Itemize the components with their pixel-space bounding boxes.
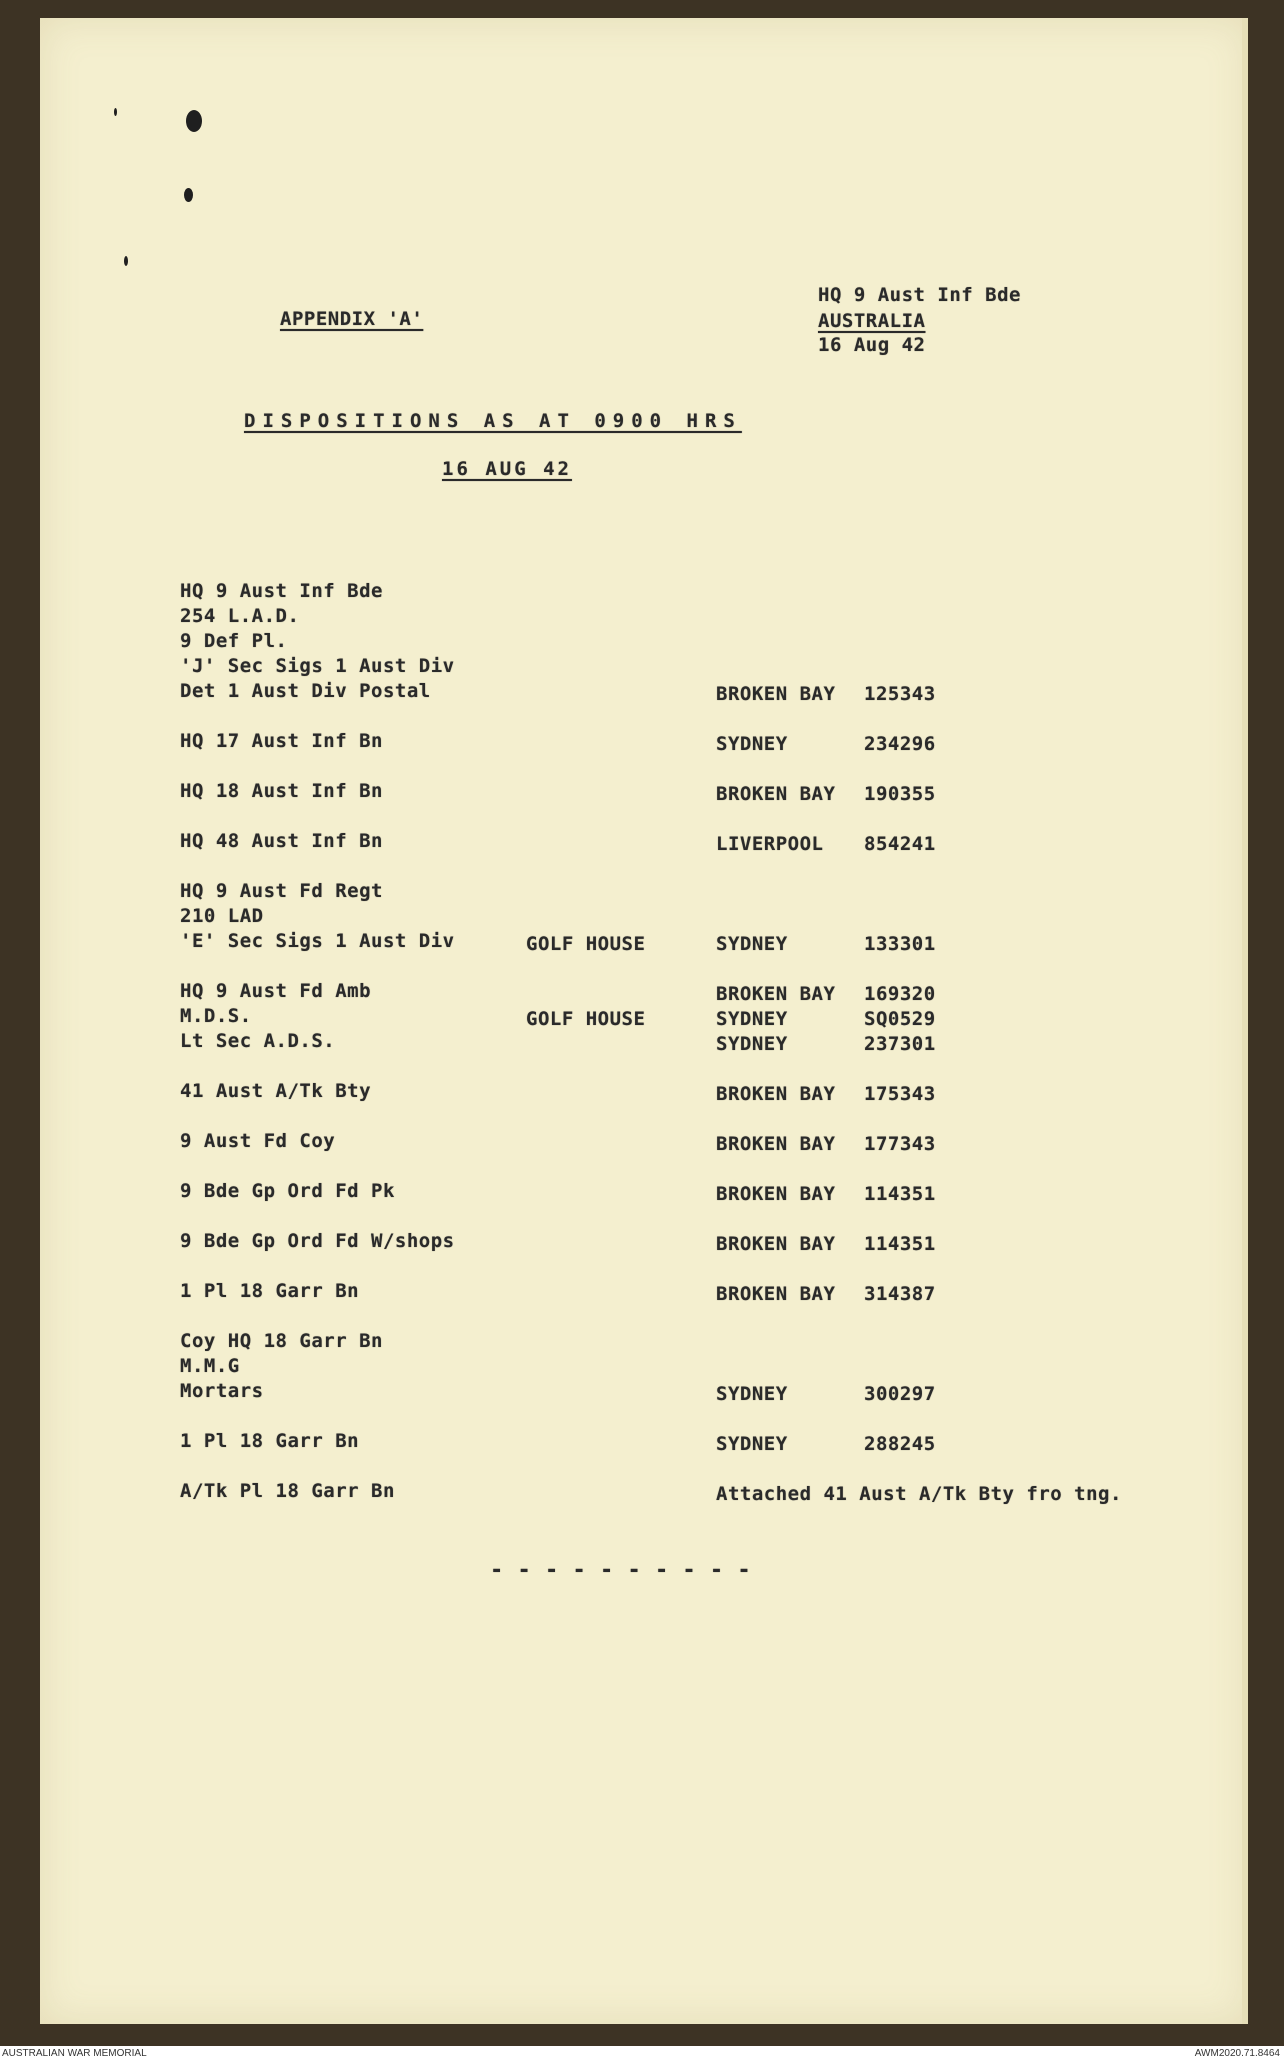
area-name: BROKEN BAY (716, 1233, 836, 1255)
unit-name: HQ 18 Aust Inf Bn (180, 780, 383, 802)
unit-name: A/Tk Pl 18 Garr Bn (180, 1480, 395, 1502)
paper-edge (1242, 18, 1248, 2024)
map-ref: 169320 (864, 983, 936, 1005)
ink-blot (186, 110, 202, 132)
map-ref: SQ0529 (864, 1008, 936, 1030)
unit-name: HQ 9 Aust Fd Regt (180, 880, 383, 902)
area-name: SYDNEY (716, 1433, 788, 1455)
place-name: GOLF HOUSE (526, 933, 646, 955)
area-name: Attached 41 Aust A/Tk Bty fro tng. (716, 1483, 1122, 1505)
map-ref: 177343 (864, 1133, 936, 1155)
unit-name: Lt Sec A.D.S. (180, 1030, 336, 1052)
area-name: LIVERPOOL (716, 833, 824, 855)
area-name: BROKEN BAY (716, 1083, 836, 1105)
area-name: BROKEN BAY (716, 1183, 836, 1205)
ink-mark (184, 188, 193, 202)
map-ref: 314387 (864, 1283, 936, 1305)
unit-name: 9 Bde Gp Ord Fd Pk (180, 1180, 395, 1202)
unit-name: Coy HQ 18 Garr Bn (180, 1330, 383, 1352)
unit-name: HQ 17 Aust Inf Bn (180, 730, 383, 752)
map-ref: 114351 (864, 1233, 936, 1255)
document-page (40, 18, 1248, 2024)
map-ref: 234296 (864, 733, 936, 755)
unit-name: HQ 9 Aust Inf Bde (180, 580, 383, 602)
area-name: SYDNEY (716, 1033, 788, 1055)
unit-name: 41 Aust A/Tk Bty (180, 1080, 372, 1102)
map-ref: 125343 (864, 683, 936, 705)
header-location: AUSTRALIA (818, 310, 926, 332)
map-ref: 854241 (864, 833, 936, 855)
unit-name: 1 Pl 18 Garr Bn (180, 1280, 360, 1302)
unit-name: 'E' Sec Sigs 1 Aust Div (180, 930, 455, 952)
unit-name: Det 1 Aust Div Postal (180, 680, 431, 702)
end-marker: - - - - - - - - - - (490, 1558, 752, 1583)
header-unit: HQ 9 Aust Inf Bde (818, 284, 1021, 306)
place-name: GOLF HOUSE (526, 1008, 646, 1030)
area-name: BROKEN BAY (716, 1133, 836, 1155)
unit-name: 1 Pl 18 Garr Bn (180, 1430, 360, 1452)
unit-name: M.D.S. (180, 1005, 252, 1027)
unit-name: 210 LAD (180, 905, 264, 927)
map-ref: 133301 (864, 933, 936, 955)
area-name: SYDNEY (716, 1008, 788, 1030)
header-date: 16 Aug 42 (818, 334, 926, 356)
appendix-heading: APPENDIX 'A' (280, 308, 424, 330)
unit-name: 9 Aust Fd Coy (180, 1130, 336, 1152)
page-title: DISPOSITIONS AS AT 0900 HRS (244, 410, 742, 432)
area-name: SYDNEY (716, 1383, 788, 1405)
unit-name: HQ 9 Aust Fd Amb (180, 980, 372, 1002)
area-name: SYDNEY (716, 933, 788, 955)
unit-name: M.M.G (180, 1355, 240, 1377)
map-ref: 300297 (864, 1383, 936, 1405)
area-name: BROKEN BAY (716, 1283, 836, 1305)
map-ref: 175343 (864, 1083, 936, 1105)
unit-name: 'J' Sec Sigs 1 Aust Div (180, 655, 455, 677)
map-ref: 237301 (864, 1033, 936, 1055)
footer-right: AWM2020.71.8464 (1194, 2048, 1280, 2059)
unit-name: Mortars (180, 1380, 264, 1402)
map-ref: 190355 (864, 783, 936, 805)
area-name: BROKEN BAY (716, 683, 836, 705)
ink-mark (124, 256, 128, 266)
unit-name: HQ 48 Aust Inf Bn (180, 830, 383, 852)
area-name: BROKEN BAY (716, 983, 836, 1005)
map-ref: 288245 (864, 1433, 936, 1455)
unit-name: 9 Bde Gp Ord Fd W/shops (180, 1230, 455, 1252)
footer-left: AUSTRALIAN WAR MEMORIAL (2, 2048, 147, 2059)
ink-mark (114, 108, 117, 116)
page-subtitle: 16 AUG 42 (442, 458, 572, 480)
unit-name: 9 Def Pl. (180, 630, 288, 652)
area-name: SYDNEY (716, 733, 788, 755)
area-name: BROKEN BAY (716, 783, 836, 805)
map-ref: 114351 (864, 1183, 936, 1205)
unit-name: 254 L.A.D. (180, 605, 300, 627)
